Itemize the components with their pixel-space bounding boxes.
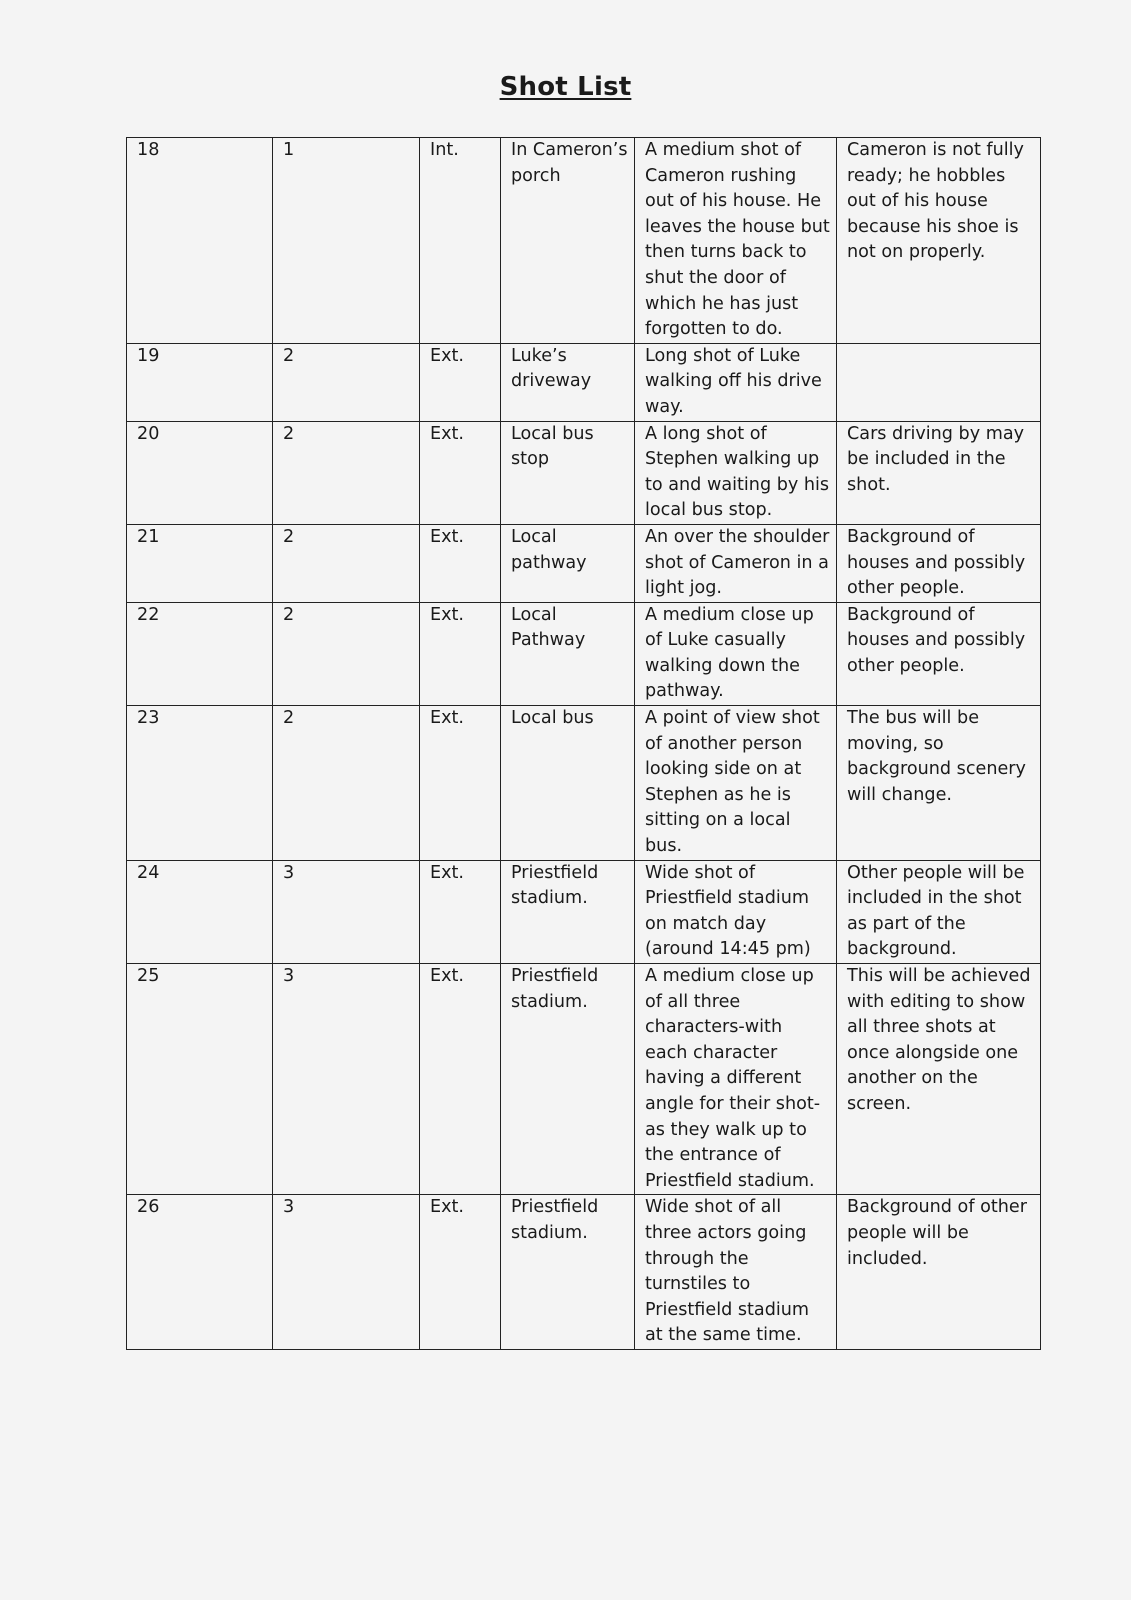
location-cell: Luke’s driveway [501, 343, 635, 421]
scene-number-cell: 1 [273, 138, 420, 344]
notes-cell: Other people will be included in the shot as part of the background. [837, 860, 1041, 963]
shot-number-cell: 24 [127, 860, 273, 963]
location-cell: Local Pathway [501, 602, 635, 705]
int-ext-cell: Ext. [420, 964, 501, 1195]
scene-number-cell: 2 [273, 343, 420, 421]
int-ext-cell: Ext. [420, 421, 501, 524]
location-cell: Priestfield stadium. [501, 860, 635, 963]
location-cell: In Cameron’s porch [501, 138, 635, 344]
int-ext-cell: Ext. [420, 524, 501, 602]
shot-number-cell: 19 [127, 343, 273, 421]
int-ext-cell: Ext. [420, 860, 501, 963]
description-cell: An over the shoulder shot of Cameron in a light jog. [635, 524, 837, 602]
int-ext-cell: Ext. [420, 706, 501, 861]
scene-number-cell: 2 [273, 706, 420, 861]
location-cell: Local bus stop [501, 421, 635, 524]
location-cell: Priestfield stadium. [501, 1195, 635, 1350]
shot-list-table [126, 137, 1041, 1350]
notes-cell: Background of houses and possibly other people. [837, 602, 1041, 705]
notes-cell: Background of houses and possibly other people. [837, 524, 1041, 602]
scene-number-cell: 2 [273, 524, 420, 602]
description-cell: A medium close up of all three characters-with each character having a different angle for their shot- as they walk up to the entrance of Priestfield stadium. [635, 964, 837, 1195]
description-cell: A long shot of Stephen walking up to and waiting by his local bus stop. [635, 421, 837, 524]
table-row [127, 860, 1041, 963]
shot-number-cell: 26 [127, 1195, 273, 1350]
location-cell: Local bus [501, 706, 635, 861]
shot-number-cell: 23 [127, 706, 273, 861]
table-row [127, 138, 1041, 344]
scene-number-cell: 3 [273, 964, 420, 1195]
shot-number-cell: 21 [127, 524, 273, 602]
table-row [127, 602, 1041, 705]
table-row [127, 421, 1041, 524]
scene-number-cell: 3 [273, 1195, 420, 1350]
notes-cell: This will be achieved with editing to show all three shots at once alongside one another on the screen. [837, 964, 1041, 1195]
location-cell: Local pathway [501, 524, 635, 602]
page-title: Shot List [499, 72, 632, 102]
notes-cell [837, 343, 1041, 421]
description-cell: Wide shot of Priestfield stadium on match day (around 14:45 pm) [635, 860, 837, 963]
table-row [127, 343, 1041, 421]
description-cell: A point of view shot of another person looking side on at Stephen as he is sitting on a local bus. [635, 706, 837, 861]
int-ext-cell: Int. [420, 138, 501, 344]
notes-cell: Background of other people will be included. [837, 1195, 1041, 1350]
scene-number-cell: 2 [273, 421, 420, 524]
shot-number-cell: 18 [127, 138, 273, 344]
scene-number-cell: 2 [273, 602, 420, 705]
notes-cell: The bus will be moving, so background scenery will change. [837, 706, 1041, 861]
description-cell: Wide shot of all three actors going through the turnstiles to Priestfield stadium at the same time. [635, 1195, 837, 1350]
table-row [127, 1195, 1041, 1350]
shot-number-cell: 25 [127, 964, 273, 1195]
int-ext-cell: Ext. [420, 343, 501, 421]
table-row [127, 964, 1041, 1195]
notes-cell: Cars driving by may be included in the shot. [837, 421, 1041, 524]
int-ext-cell: Ext. [420, 1195, 501, 1350]
table-row [127, 706, 1041, 861]
table-row [127, 524, 1041, 602]
scene-number-cell: 3 [273, 860, 420, 963]
description-cell: A medium shot of Cameron rushing out of his house. He leaves the house but then turns back to shut the door of which he has just forgotten to do. [635, 138, 837, 344]
shot-number-cell: 22 [127, 602, 273, 705]
shot-number-cell: 20 [127, 421, 273, 524]
location-cell: Priestfield stadium. [501, 964, 635, 1195]
notes-cell: Cameron is not fully ready; he hobbles out of his house because his shoe is not on properly. [837, 138, 1041, 344]
description-cell: Long shot of Luke walking off his drive way. [635, 343, 837, 421]
description-cell: A medium close up of Luke casually walking down the pathway. [635, 602, 837, 705]
int-ext-cell: Ext. [420, 602, 501, 705]
